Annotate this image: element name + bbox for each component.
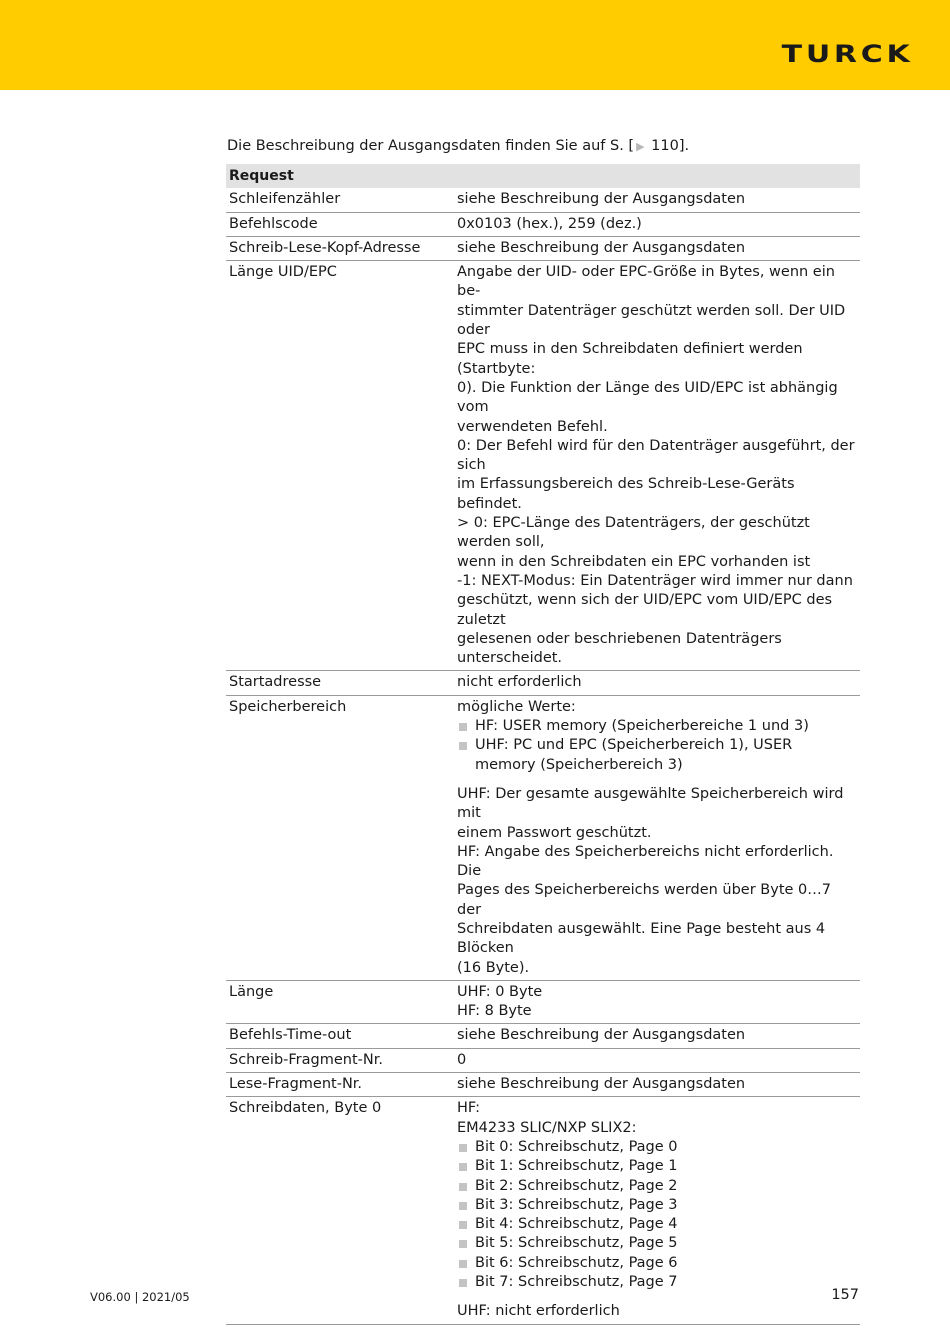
intro-text: Die Beschreibung der Ausgangsdaten finden Sie auf S. [ [227,138,635,154]
text-line: 0). Die Funktion der Länge des UID/EPC ist abhängig vom [457,379,838,416]
table-row [226,1073,860,1097]
row-value: siehe Beschreibung der Ausgangsdaten [454,188,860,212]
list-item: Bit 6: Schreibschutz, Page 6 [457,1254,857,1273]
row-key: Befehls-Time-out [226,1024,454,1048]
text-line: (16 Byte). [457,959,530,976]
row-value: siehe Beschreibung der Ausgangsdaten [454,236,860,260]
page-reference-arrow-icon: ▶ [636,140,645,153]
row-key: Schreibdaten, Byte 0 [226,1097,454,1324]
table-header-request: Request [226,164,860,188]
page-reference-link[interactable]: 110]. [646,138,690,154]
row-value [454,1097,860,1324]
text-line: gelesenen oder beschriebenen Datenträgers unterscheidet. [457,630,782,667]
intro-paragraph [227,136,689,157]
text-line: mögliche Werte: [457,698,576,715]
table-row [226,695,860,980]
text-line: Schreibdaten ausgewählt. Eine Page besteht aus 4 Blöcken [457,920,826,957]
header-band [0,0,950,90]
text-line: HF: 8 Byte [457,1003,532,1020]
row-value: siehe Beschreibung der Ausgangsdaten [454,1024,860,1048]
row-value: 0 [454,1048,860,1072]
list-item: Bit 1: Schreibschutz, Page 1 [457,1157,857,1176]
text-line: wenn in den Schreibdaten ein EPC vorhanden ist [457,553,811,570]
table-row [226,980,860,1024]
row-key: Startadresse [226,671,454,695]
row-key: Länge UID/EPC [226,261,454,671]
list-item: Bit 7: Schreibschutz, Page 7 [457,1273,857,1292]
row-value: siehe Beschreibung der Ausgangsdaten [454,1073,860,1097]
list-item: Bit 5: Schreibschutz, Page 5 [457,1234,857,1253]
bullet-list [457,1138,857,1292]
text-line: UHF: 0 Byte [457,983,543,1000]
request-table [226,164,860,1325]
turck-logo: TURCK [782,40,914,68]
list-item: Bit 0: Schreibschutz, Page 0 [457,1138,857,1157]
table-row [226,236,860,260]
list-item: UHF: PC und EPC (Speicherbereich 1), USER memory (Speicherbereich 3) [457,736,857,775]
text-line: verwendeten Befehl. [457,418,608,435]
row-value [454,695,860,980]
text-line: im Erfassungsbereich des Schreib-Lese-Geräts befindet. [457,476,795,512]
table-row [226,261,860,671]
row-key: Lese-Fragment-Nr. [226,1073,454,1097]
row-key: Schreib-Lese-Kopf-Adresse [226,236,454,260]
row-key: Schleifenzähler [226,188,454,212]
text-line: EM4233 SLIC/NXP SLIX2: [457,1119,637,1136]
row-value [454,980,860,1024]
bullet-list [457,717,857,775]
row-value: nicht erforderlich [454,671,860,695]
text-line: geschützt, wenn sich der UID/EPC vom UID/EPC des zuletzt [457,592,833,628]
table-row [226,1048,860,1072]
text-line: Angabe der UID- oder EPC-Größe in Bytes, wenn ein be- [457,264,835,300]
footer-version: V06.00 | 2021/05 [90,1290,190,1304]
text-line: 0: Der Befehl wird für den Datenträger ausgeführt, der sich [457,437,855,474]
text-line: einem Passwort geschützt. [457,824,652,841]
text-line: EPC muss in den Schreibdaten definiert werden (Startbyte: [457,341,803,377]
row-value: 0x0103 (hex.), 259 (dez.) [454,212,860,236]
list-item: HF: USER memory (Speicherbereiche 1 und 3) [457,717,857,736]
row-key: Länge [226,980,454,1024]
list-item: Bit 4: Schreibschutz, Page 4 [457,1215,857,1234]
table-row [226,1024,860,1048]
text-line: UHF: nicht erforderlich [457,1303,620,1320]
table-row [226,1097,860,1324]
text-line: UHF: Der gesamte ausgewählte Speicherbereich wird mit [457,785,844,822]
text-line: -1: NEXT-Modus: Ein Datenträger wird immer nur dann [457,572,853,589]
row-value [454,261,860,671]
text-line: Pages des Speicherbereichs werden über Byte 0…7 der [457,882,831,918]
table-row [226,212,860,236]
table-row [226,671,860,695]
row-key: Befehlscode [226,212,454,236]
table-header-row [226,164,860,188]
table-row [226,188,860,212]
text-block [457,785,857,978]
list-item: Bit 2: Schreibschutz, Page 2 [457,1177,857,1196]
row-key: Speicherbereich [226,695,454,980]
text-line: HF: [457,1100,481,1117]
text-line: > 0: EPC-Länge des Datenträgers, der geschützt werden soll, [457,515,810,551]
text-line: HF: Angabe des Speicherbereichs nicht erforderlich. Die [457,843,834,880]
footer-page-number: 157 [831,1287,859,1303]
row-key: Schreib-Fragment-Nr. [226,1048,454,1072]
list-item: Bit 3: Schreibschutz, Page 3 [457,1196,857,1215]
text-line: stimmter Datenträger geschützt werden soll. Der UID oder [457,302,846,339]
